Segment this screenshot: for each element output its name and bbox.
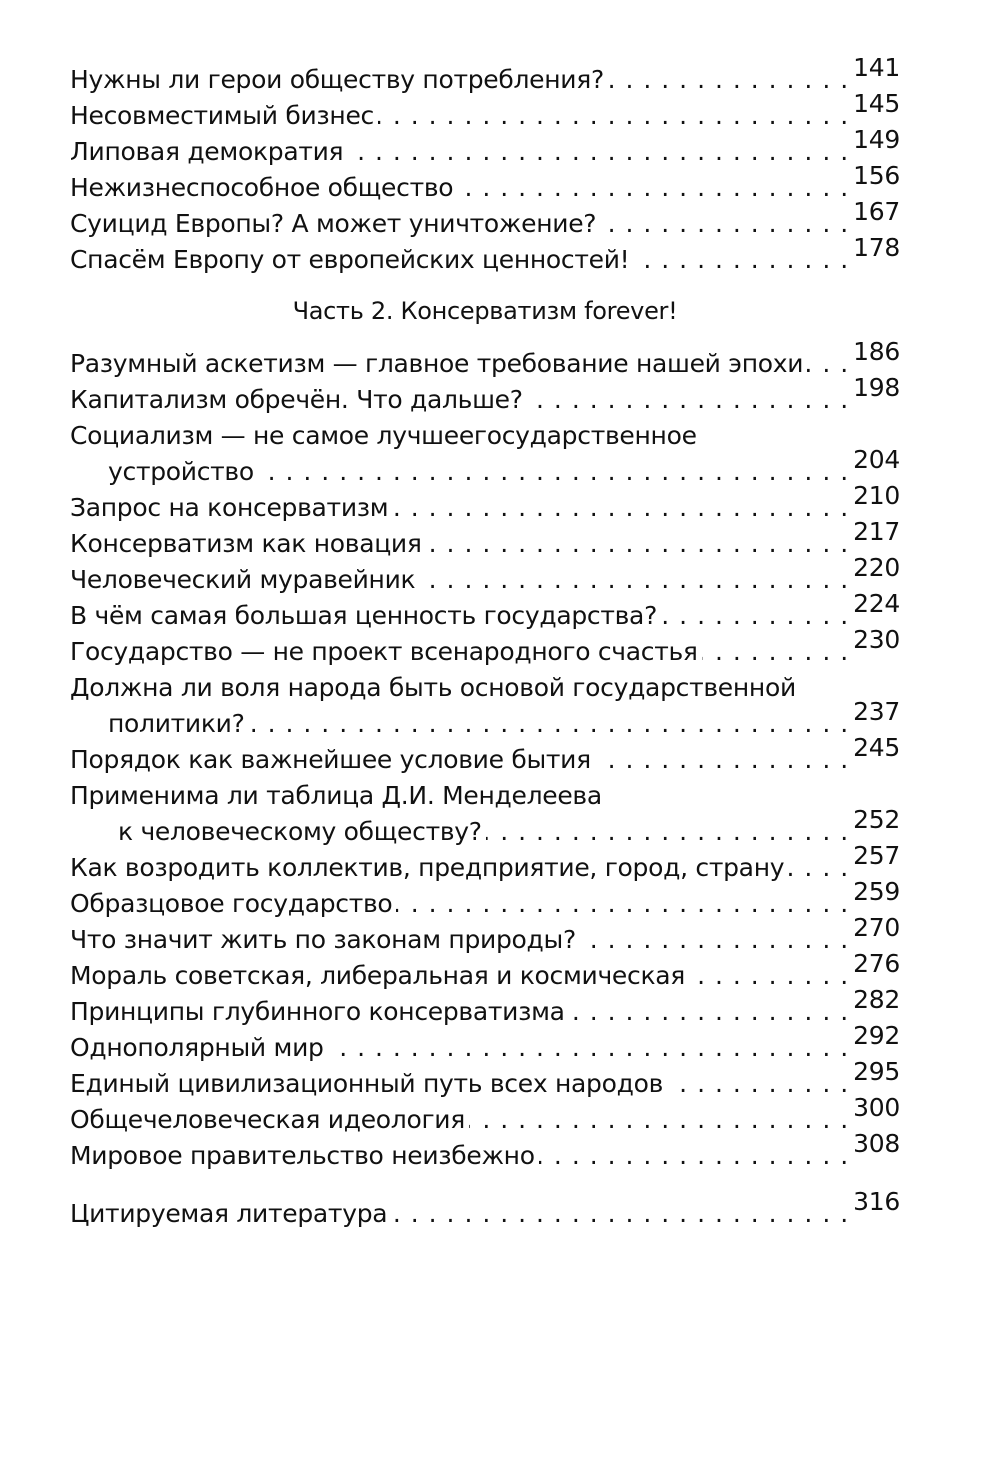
toc-entry	[70, 697, 900, 742]
leader-dots	[689, 958, 849, 994]
leader-dots	[807, 346, 849, 382]
spacer	[70, 1174, 900, 1196]
toc-entry-title: Как возродить коллектив, предприятие, город, страну	[70, 853, 785, 882]
toc-entry-page: 145	[853, 89, 900, 118]
toc-entry-title-line2: устройство	[108, 457, 254, 486]
toc-entry-title: Нужны ли герои обществу потребления?	[70, 65, 604, 94]
toc-entry	[70, 517, 900, 562]
toc-entry-title: Образцовое государство	[70, 889, 393, 918]
toc-entry	[70, 913, 900, 958]
toc-entry-page: 220	[853, 553, 900, 582]
leader-dots	[347, 134, 849, 170]
leader-dots	[608, 62, 849, 98]
toc-entry-title-line2: политики?	[108, 709, 245, 738]
toc-entry	[70, 197, 900, 242]
toc-entry-page: 308	[853, 1129, 900, 1158]
leader-dots	[486, 814, 849, 850]
toc-entry-page: 210	[853, 481, 900, 510]
leader-dots	[527, 382, 849, 418]
toc-entry	[70, 625, 900, 670]
toc-entry	[70, 733, 900, 778]
leader-dots	[378, 98, 849, 134]
toc-entry-page: 270	[853, 913, 900, 942]
toc-entry	[70, 805, 900, 850]
toc-entry-page: 252	[853, 805, 900, 834]
toc-entry-page: 282	[853, 985, 900, 1014]
toc-entry-page: 316	[853, 1187, 900, 1216]
toc-entry	[70, 1093, 900, 1138]
leader-dots	[788, 850, 849, 886]
toc-entry	[70, 337, 900, 382]
toc-entry-page: 276	[853, 949, 900, 978]
toc-entry-title: Суицид Европы? А может уничтожение?	[70, 209, 597, 238]
leader-dots	[392, 490, 849, 526]
toc-entry-title: Цитируемая литература	[70, 1199, 388, 1228]
leader-dots	[702, 634, 850, 670]
toc-entry-page: 292	[853, 1021, 900, 1050]
toc-entry-title: Единый цивилизационный путь всех народов	[70, 1069, 664, 1098]
toc-entry	[70, 841, 900, 886]
toc-entry-page: 149	[853, 125, 900, 154]
toc-entry	[70, 233, 900, 278]
leader-dots	[391, 1196, 849, 1232]
toc-entry	[70, 125, 900, 170]
toc-entry	[70, 1129, 900, 1174]
toc-entry-title: Нежизнеспособное общество	[70, 173, 454, 202]
leader-dots	[328, 1030, 850, 1066]
leader-dots	[661, 598, 849, 634]
leader-dots	[633, 242, 849, 278]
toc-entry-title: Порядок как важнейшее условие бытия	[70, 745, 591, 774]
toc-entry	[70, 161, 900, 206]
toc-entry-title: Мировое правительство неизбежно	[70, 1141, 535, 1170]
toc-entry-page: 300	[853, 1093, 900, 1122]
toc-entry-title: Мораль советская, либеральная и космическая	[70, 961, 686, 990]
toc-entry-page: 237	[853, 697, 900, 726]
toc-entry	[70, 373, 900, 418]
toc-entry-title-line1: Применима ли таблица Д.И. Менделеева	[70, 781, 602, 810]
leader-dots	[667, 1066, 849, 1102]
toc-entry-page: 141	[853, 53, 900, 82]
leader-dots	[457, 170, 849, 206]
table-of-contents	[70, 53, 900, 1232]
toc-entry-title: Государство — не проект всенародного счастья	[70, 637, 698, 666]
toc-entry-title-line1: Социализм — не самое лучшеегосударственное	[70, 421, 697, 450]
toc-entry-page: 224	[853, 589, 900, 618]
toc-entry-title: Консерватизм как новация	[70, 529, 422, 558]
toc-entry	[70, 89, 900, 134]
toc-entry	[70, 553, 900, 598]
toc-entry	[70, 589, 900, 634]
toc-entry-page: 186	[853, 337, 900, 366]
toc-entry	[70, 985, 900, 1030]
leader-dots	[419, 562, 849, 598]
toc-entry-title: Однополярный мир	[70, 1033, 324, 1062]
toc-entry-page: 245	[853, 733, 900, 762]
toc-entry-title: Человеческий муравейник	[70, 565, 416, 594]
toc-entry-title-line2: к человеческому обществу?	[118, 817, 482, 846]
toc-entry-page: 204	[853, 445, 900, 474]
toc-entry-title: Спасём Европу от европейских ценностей!	[70, 245, 630, 274]
part-heading: Часть 2. Консерватизм forever!	[292, 297, 678, 325]
toc-entry-page: 259	[853, 877, 900, 906]
leader-dots	[469, 1102, 849, 1138]
toc-entry	[70, 877, 900, 922]
toc-entry-page: 167	[853, 197, 900, 226]
toc-entry	[70, 949, 900, 994]
toc-entry-title: Что значит жить по законам природы?	[70, 925, 576, 954]
toc-entry-page: 295	[853, 1057, 900, 1086]
toc-entry	[70, 1021, 900, 1066]
toc-entry-title-line1: Должна ли воля народа быть основой государственной	[70, 673, 796, 702]
toc-entry-page: 178	[853, 233, 900, 262]
leader-dots	[249, 706, 850, 742]
toc-entry-page: 230	[853, 625, 900, 654]
toc-entry-title: Несовместимый бизнес	[70, 101, 374, 130]
toc-entry-title: Общечеловеческая идеология	[70, 1105, 465, 1134]
toc-entry-references	[70, 1187, 900, 1232]
toc-entry-title: Разумный аскетизм — главное требование нашей эпохи	[70, 349, 804, 378]
toc-entry	[70, 445, 900, 490]
leader-dots	[569, 994, 850, 1030]
leader-dots	[595, 742, 849, 778]
toc-entry-title: Принципы глубинного консерватизма	[70, 997, 565, 1026]
toc-entry-page: 156	[853, 161, 900, 190]
toc-entry-page: 217	[853, 517, 900, 546]
leader-dots	[426, 526, 850, 562]
toc-entry	[70, 53, 900, 98]
toc-entry-title: Липовая демократия	[70, 137, 344, 166]
toc-entry-title: В чём самая большая ценность государства?	[70, 601, 658, 630]
toc-entry	[70, 481, 900, 526]
leader-dots	[580, 922, 849, 958]
toc-entry-page: 198	[853, 373, 900, 402]
toc-entry	[70, 1057, 900, 1102]
leader-dots	[258, 454, 849, 490]
leader-dots	[600, 206, 849, 242]
leader-dots	[396, 886, 849, 922]
toc-entry-title: Капитализм обречён. Что дальше?	[70, 385, 523, 414]
leader-dots	[539, 1138, 849, 1174]
toc-entry-title: Запрос на консерватизм	[70, 493, 389, 522]
toc-entry-page: 257	[853, 841, 900, 870]
